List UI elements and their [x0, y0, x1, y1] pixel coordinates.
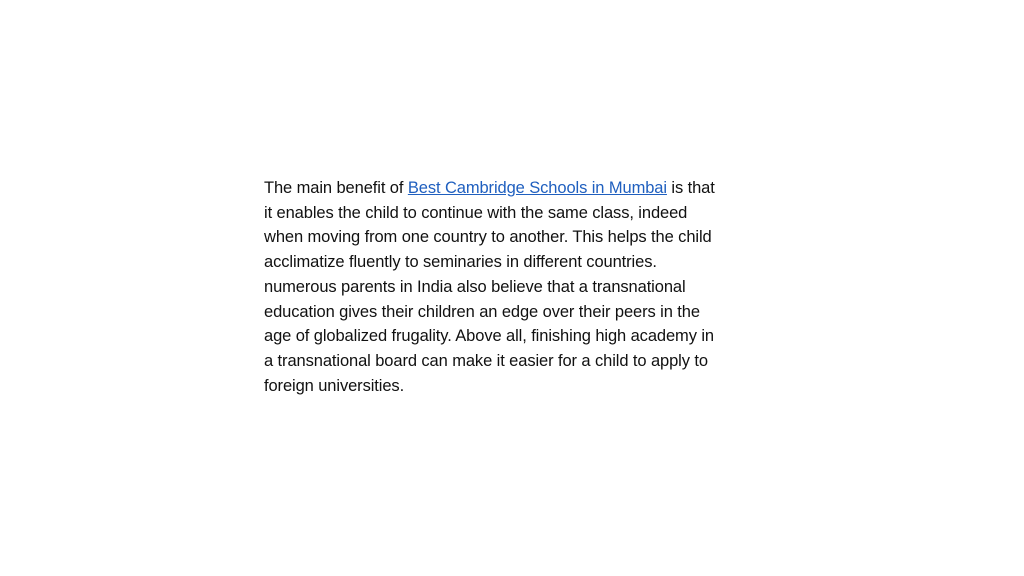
paragraph-line-5: numerous parents in India also believe that a transnational	[264, 277, 686, 296]
paragraph-line-6: education gives their children an edge over their peers in the	[264, 302, 700, 321]
paragraph-line-3: when moving from one country to another. This helps the child	[264, 228, 712, 247]
best-cambridge-schools-link[interactable]: Best Cambridge Schools in Mumbai	[407, 179, 667, 197]
paragraph-line-7: age of globalized frugality. Above all, finishing high academy in	[264, 327, 714, 346]
paragraph-line-2: it enables the child to continue with the same class, indeed	[264, 203, 688, 222]
line1-prefix: The main benefit of	[264, 179, 408, 197]
paragraph-line-9: foreign universities.	[264, 376, 405, 395]
body-paragraph	[264, 176, 764, 398]
paragraph-line-4: acclimatize fluently to seminaries in different countries.	[264, 253, 657, 272]
line1-suffix: is that	[666, 179, 715, 197]
paragraph-line-8: a transnational board can make it easier for a child to apply to	[264, 351, 708, 370]
paragraph-line-1	[264, 176, 764, 201]
